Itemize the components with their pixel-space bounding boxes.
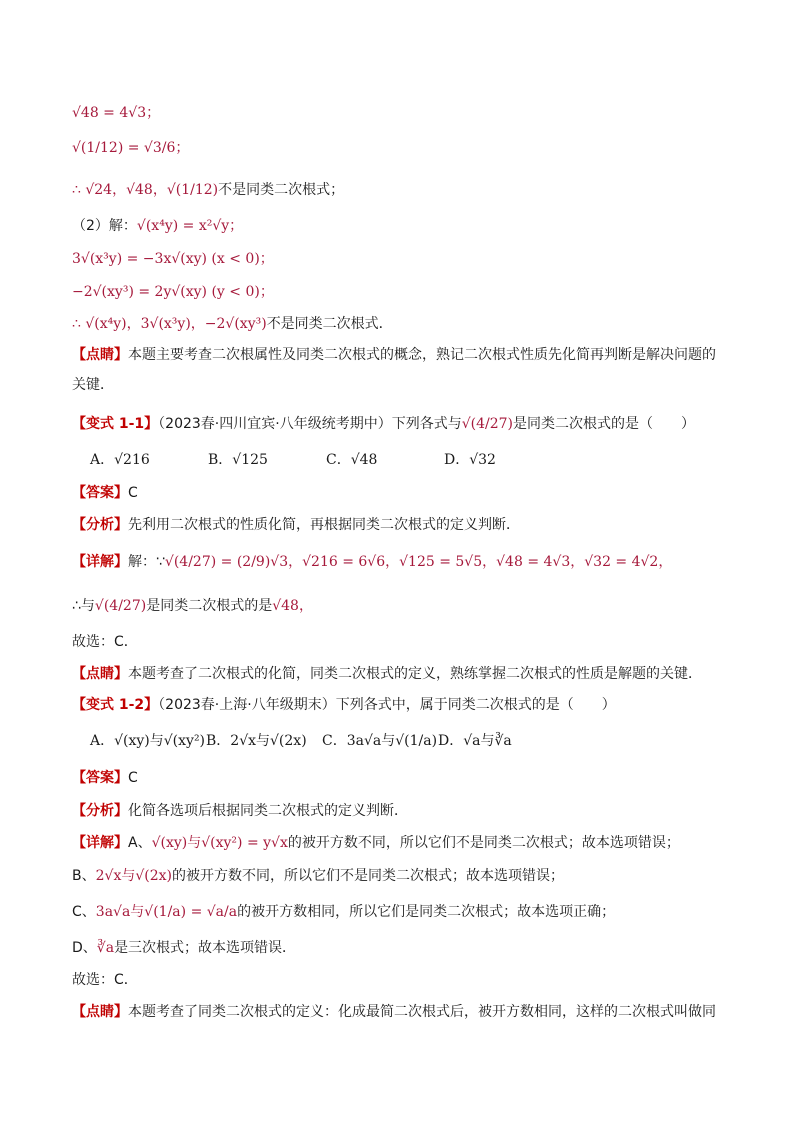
q2-detail-a-math: √(xy)与√(xy²) = y√x bbox=[151, 835, 288, 851]
note-1 bbox=[72, 340, 722, 400]
q1-note bbox=[72, 664, 702, 684]
q2-detail-b bbox=[72, 866, 564, 886]
q1-conclusion-expr: √(4/27) bbox=[94, 598, 147, 614]
q1-conclusion-answer: √48， bbox=[272, 598, 313, 614]
conclusion-2 bbox=[72, 314, 393, 334]
q1-tail: 是同类二次根式的是（ ） bbox=[513, 416, 695, 432]
q1-analysis bbox=[72, 515, 520, 535]
q2-answer bbox=[72, 768, 138, 788]
q1-analysis-tag: 【分析】 bbox=[72, 517, 128, 533]
q2-choice: 故选：C． bbox=[72, 972, 138, 988]
q2-note bbox=[72, 1002, 716, 1022]
q1-detail-tag: 【详解】 bbox=[72, 554, 128, 570]
q1-option-d: D．√32 bbox=[444, 452, 496, 468]
q1-conclusion-prefix: ∴与 bbox=[72, 598, 95, 614]
q2-options bbox=[90, 731, 554, 751]
eq-neg2sqrt-xy3: −2√(xy³) = 2y√(xy) (y < 0)； bbox=[72, 284, 274, 300]
q1-choice: 故选：C． bbox=[72, 634, 138, 650]
conclusion-2-text: 不是同类二次根式． bbox=[266, 316, 393, 332]
q2-detail-b-math: 2√x与√(2x) bbox=[95, 868, 172, 884]
q2-note-tag: 【点睛】 bbox=[72, 1004, 128, 1020]
q2-analysis bbox=[72, 801, 408, 821]
q2-analysis-text: 化简各选项后根据同类二次根式的定义判断． bbox=[128, 803, 408, 819]
q1-option-c: C．√48 bbox=[326, 452, 378, 468]
q2-detail-b-pre: B、 bbox=[72, 868, 96, 884]
part2-math: √(x⁴y) = x²√y； bbox=[136, 218, 244, 234]
q2-heading bbox=[72, 695, 616, 715]
q2-detail-tag: 【详解】 bbox=[72, 835, 128, 851]
q2-detail-b-text: 的被开方数不同，所以它们不是同类二次根式；故本选项错误； bbox=[171, 868, 564, 884]
q2-detail-c bbox=[72, 902, 615, 922]
eq-sqrt-1-12: √(1/12) = √3/6； bbox=[72, 140, 190, 156]
q1-options bbox=[90, 450, 562, 470]
q2-detail-d-math: ∛a bbox=[96, 940, 115, 956]
conclusion-1-math: ∴ √24，√48，√(1/12) bbox=[72, 182, 219, 198]
q1-detail-math: √(4/27) = (2/9)√3，√216 = 6√6，√125 = 5√5，√48 = 4√3，√32 = 4√2， bbox=[164, 554, 673, 570]
q2-answer-tag: 【答案】 bbox=[72, 770, 128, 786]
conclusion-1-text: 不是同类二次根式； bbox=[218, 182, 345, 198]
q1-answer-value: C bbox=[128, 485, 138, 501]
conclusion-1 bbox=[72, 180, 344, 200]
q1-detail-prefix: 解：∵ bbox=[128, 554, 165, 570]
q2-option-d: D．√a与∛a bbox=[438, 733, 512, 749]
q2-analysis-tag: 【分析】 bbox=[72, 803, 128, 819]
q1-expr: √(4/27) bbox=[461, 416, 513, 432]
q2-detail-c-pre: C、 bbox=[72, 904, 96, 920]
note-1-text: 本题主要考查二次根属性及同类二次根式的概念，熟记二次根式性质先化简再判断是解决问题的关键． bbox=[72, 347, 716, 393]
q1-analysis-text: 先利用二次根式的性质化简，再根据同类二次根式的定义判断． bbox=[128, 517, 520, 533]
q2-option-b: B．2√x与√(2x) bbox=[206, 733, 307, 749]
q2-detail-a-text: 的被开方数不同，所以它们不是同类二次根式；故本选项错误； bbox=[287, 835, 680, 851]
q1-conclusion-mid: 是同类二次根式的是 bbox=[146, 598, 273, 614]
q1-answer bbox=[72, 483, 138, 503]
q1-source: （2023春·四川宜宾·八年级统考期中）下列各式与 bbox=[158, 416, 462, 432]
q2-detail-c-text: 的被开方数相同，所以它们是同类二次根式；故本选项正确； bbox=[237, 904, 616, 920]
q2-detail-a-pre: A、 bbox=[128, 835, 152, 851]
q2-answer-value: C bbox=[128, 770, 138, 786]
q2-detail-d bbox=[72, 938, 296, 958]
q1-conclusion bbox=[72, 596, 313, 616]
part2-label: （2）解： bbox=[72, 218, 137, 234]
conclusion-2-math: ∴ √(x⁴y)，3√(x³y)，−2√(xy³) bbox=[72, 316, 267, 332]
q2-detail-d-text: 是三次根式；故本选项错误． bbox=[114, 940, 297, 956]
q1-note-tag: 【点睛】 bbox=[72, 666, 128, 682]
eq-3sqrt-x3y: 3√(x³y) = −3x√(xy) (x < 0)； bbox=[72, 251, 274, 267]
eq-sqrt48: √48 = 4√3； bbox=[72, 105, 161, 121]
q1-heading bbox=[72, 414, 695, 434]
q1-note-text: 本题考查了二次根式的化简，同类二次根式的定义，熟练掌握二次根式的性质是解题的关键． bbox=[128, 666, 702, 682]
q2-tag: 【变式 1-2】 bbox=[72, 697, 159, 713]
q1-answer-tag: 【答案】 bbox=[72, 485, 128, 501]
q2-note-text: 本题考查了同类二次根式的定义：化成最简二次根式后，被开方数相同，这样的二次根式叫做同 bbox=[128, 1004, 716, 1020]
q2-source: （2023春·上海·八年级期末）下列各式中，属于同类二次根式的是（ ） bbox=[158, 697, 616, 713]
q2-option-a: A．√(xy)与√(xy²) bbox=[90, 733, 206, 749]
q1-detail bbox=[72, 552, 672, 572]
note-1-tag: 【点睛】 bbox=[72, 347, 128, 363]
q2-option-c: C．3a√a与√(1/a) bbox=[322, 733, 438, 749]
part2-line bbox=[72, 216, 243, 236]
q1-option-b: B．√125 bbox=[208, 452, 268, 468]
q2-detail-a bbox=[72, 833, 680, 853]
q2-detail-c-math: 3a√a与√(1/a) = √a/a bbox=[95, 904, 238, 920]
q1-option-a: A．√216 bbox=[90, 452, 150, 468]
q1-tag: 【变式 1-1】 bbox=[72, 416, 159, 432]
q2-detail-d-pre: D、 bbox=[72, 940, 97, 956]
